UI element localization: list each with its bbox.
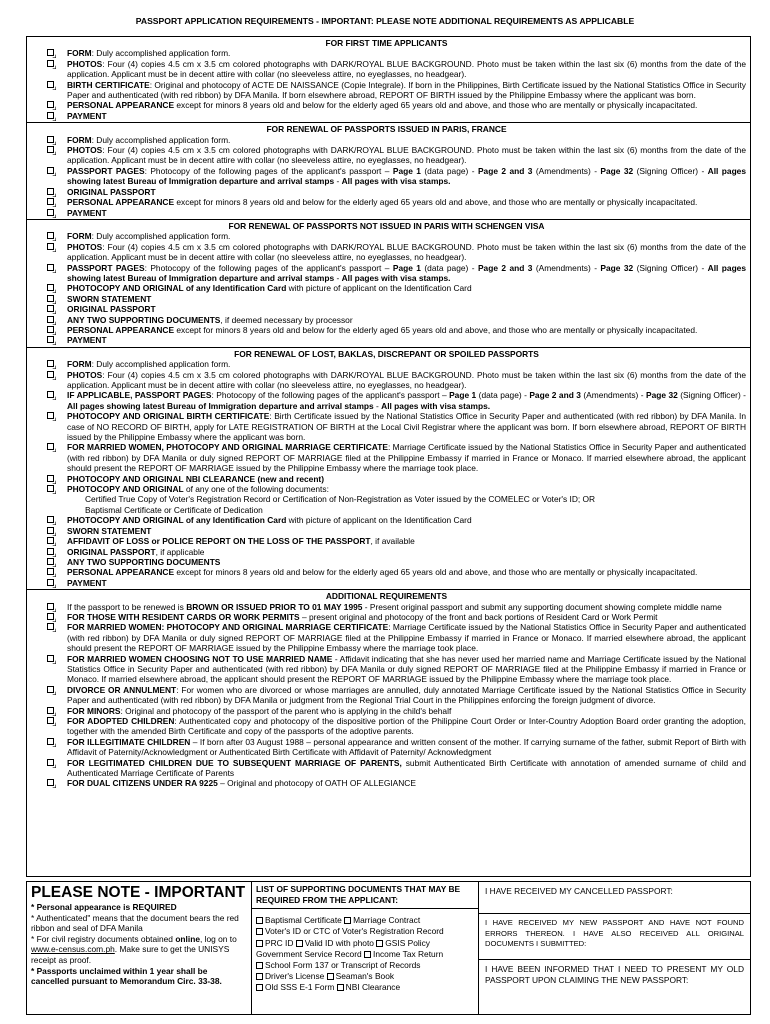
checklist-item <box>27 390 746 411</box>
checklist-item <box>27 547 746 557</box>
section-heading: FOR RENEWAL OF LOST, BAKLAS, DISCREPANT OR SPOILED PASSPORTS <box>234 348 539 359</box>
note-line-text: * Personal appearance is REQUIRED <box>31 902 177 912</box>
checkbox-icon[interactable] <box>47 717 54 724</box>
supporting-document-label: Seaman's Book <box>335 971 395 982</box>
checkbox-icon[interactable] <box>47 707 54 714</box>
checklist-item-text: FOR ILLEGITIMATE CHILDREN <box>67 736 191 747</box>
checklist-item-text: : For women who are divorced or whose marriages are annulled, duly annotated Marriage Certificate issued by the National Statistics Office in Security Paper and authenticated (with red ribbon) by DFA Manila or judgment from the Regional Trial Court in the Philippines enforcing the foreign judgment of divorce. <box>67 684 747 706</box>
checklist-item <box>27 187 746 197</box>
checklist-item-text: submit Authenticated Birth Certificate with annotation of amended surname of child and Authenticated Marriage Certificate of Parents <box>67 757 747 779</box>
checklist-item <box>27 706 746 716</box>
checklist-item <box>27 197 746 207</box>
note-line-text: * Authenticated" means that the document bears the red ribbon and seal of DFA Manila <box>31 912 239 934</box>
checklist-item-text: BIRTH CERTIFICATE <box>67 79 150 90</box>
supporting-document-label: Valid ID with photo <box>304 937 377 948</box>
checkbox-icon[interactable] <box>47 603 54 610</box>
checkbox-icon[interactable] <box>47 336 54 343</box>
checklist-item-text: Page 2 and 3 <box>477 165 533 176</box>
section-1 <box>27 37 750 123</box>
checklist-item-text: DIVORCE OR ANNULMENT <box>67 684 177 695</box>
supporting-documents-list <box>256 909 474 993</box>
footer-panel <box>26 881 751 1015</box>
checklist-item-text: except for minors 8 years old and below for the elderly aged 65 years old and above, and those who are mentally or physically incapacitated. <box>174 324 698 335</box>
checklist-item-text: (Signing Officer) - <box>677 390 746 401</box>
supporting-document-label: Baptismal Certificate <box>265 915 345 926</box>
checklist-item-text: , if deemed necessary by processor <box>220 314 353 325</box>
checkbox-icon[interactable] <box>327 973 334 980</box>
checkbox-icon[interactable] <box>47 527 54 534</box>
checklist-item <box>27 778 746 788</box>
note-line-text: www.e-census.com.ph <box>31 944 115 955</box>
supporting-row <box>256 982 474 993</box>
checkbox-icon[interactable] <box>256 984 263 991</box>
checklist-item-text: except for minors 8 years old and below for the elderly aged 65 years old and above, and those who are mentally or physically incapacitated. <box>174 100 698 111</box>
checkbox-icon[interactable] <box>47 485 54 492</box>
checkbox-icon[interactable] <box>47 136 54 143</box>
checkbox-icon[interactable] <box>47 284 54 291</box>
checklist-item-text: All pages showing latest Bureau of Immigration departure and arrival stamps <box>67 165 746 187</box>
checklist-item <box>27 758 746 779</box>
checklist-item-text: FOR LEGITIMATED CHILDREN DUE TO SUBSEQUENT MARRIAGE OF PARENTS, <box>67 757 402 768</box>
checklist-item-text: FOR THOSE WITH RESIDENT CARDS OR WORK PERMITS <box>67 611 300 622</box>
checkbox-icon[interactable] <box>47 568 54 575</box>
checkbox-icon[interactable] <box>256 928 263 935</box>
note-line <box>31 966 247 987</box>
checklist-item-text: All pages showing latest Bureau of Immigration departure and arrival stamps <box>67 262 746 283</box>
checklist-item-text: Page 32 <box>600 262 634 273</box>
checkbox-icon[interactable] <box>47 537 54 544</box>
checklist-item <box>27 526 746 536</box>
checkbox-icon[interactable] <box>47 305 54 312</box>
checklist-item-text: Page 2 and 3 <box>477 262 533 273</box>
checklist-item-text: : Original and photocopy of ACTE DE NAISSANCE (Copie Integrale). If born in the Philippines, Birth Certificate issued by the National Statistics Office in Security Paper and authenticated (with red ribbon) by DFA Manila. If born elsewhere abroad, REPORT OF BIRTH issued by the Philippine Embassy where the applicant was born. <box>67 79 746 101</box>
checklist-item-text: If the passport to be renewed is <box>67 601 187 612</box>
checkbox-icon[interactable] <box>337 984 344 991</box>
checklist-item <box>27 48 746 58</box>
checklist-item-text: : Photocopy of the following pages of the applicant's passport – <box>144 165 393 176</box>
checklist-item-text: All pages showing latest Bureau of Immigration departure and arrival stamps <box>67 400 374 411</box>
supporting-row <box>256 949 474 960</box>
checklist-item <box>27 294 746 304</box>
checkbox-icon[interactable] <box>47 209 54 216</box>
checkbox-icon[interactable] <box>47 101 54 108</box>
checklist-item <box>27 242 746 263</box>
section-4 <box>27 348 750 590</box>
checklist-item-text: Page 2 and 3 <box>529 390 581 401</box>
supporting-row <box>256 971 474 982</box>
checkbox-icon[interactable] <box>47 60 54 67</box>
note-line <box>31 934 247 966</box>
checklist-item-text: PHOTOCOPY AND ORIGINAL of any Identification Card <box>67 283 287 294</box>
checklist-item-text: PHOTOS <box>67 145 103 156</box>
supporting-document-label: NBI Clearance <box>345 982 401 993</box>
section-3 <box>27 220 750 348</box>
checklist <box>27 602 746 789</box>
checkbox-icon[interactable] <box>47 81 54 88</box>
supporting-document-label: Marriage Contract <box>353 915 421 926</box>
checklist-item-text: All pages with visa stamps. <box>341 176 451 187</box>
checklist-item-text: PHOTOCOPY AND ORIGINAL NBI CLEARANCE (new and recent) <box>67 473 325 484</box>
section-5 <box>27 590 750 790</box>
checklist-item <box>27 315 746 325</box>
supporting-row <box>256 926 474 937</box>
checkbox-icon[interactable] <box>47 655 54 662</box>
checklist-item-text: PASSPORT PAGES <box>67 165 145 176</box>
checklist-item-text: PERSONAL APPEARANCE <box>67 100 175 111</box>
checklist-item-text: – If born after 03 August 1988 – personal appearance and written consent of the mother. If carrying surname of the father, submit Report of Birth with Affidavit of Paternity/Acknowledgment or Authenticated Birth Certificate with Affidavit of Paternity/ Acknowledgment <box>67 736 746 758</box>
checkbox-icon[interactable] <box>47 371 54 378</box>
checklist-item-text: AFFIDAVIT OF LOSS or POLICE REPORT ON THE LOSS OF THE PASSPORT <box>67 536 371 547</box>
checklist-item-text: PHOTOCOPY AND ORIGINAL of any Identification Card <box>67 515 287 526</box>
checkbox-icon[interactable] <box>47 295 54 302</box>
checklist-item <box>27 100 746 110</box>
checklist-item-text: : Four (4) copies 4.5 cm x 3.5 cm colored photographs with DARK/ROYAL BLUE BACKGROUND. Photo must be taken within the last six (6) months from the date of the application. Applicant must be in decent attire with collar (no sleeveless attire, no eyeglasses, no headgear). <box>67 241 746 263</box>
checklist-item-text: ANY TWO SUPPORTING DOCUMENTS <box>67 314 221 325</box>
checklist-item-text: : Duly accomplished application form. <box>91 231 231 242</box>
checklist-item-text: PERSONAL APPEARANCE <box>67 324 175 335</box>
checklist-item-text: ORIGINAL PASSPORT <box>67 546 156 557</box>
checkbox-icon[interactable] <box>47 112 54 119</box>
checklist-item-text: PAYMENT <box>67 335 107 346</box>
checklist-item <box>27 411 746 442</box>
checklist-item-text: IF APPLICABLE, PASSPORT PAGES <box>67 390 212 401</box>
checklist-item-text: FORM <box>67 134 92 145</box>
checklist-item-text: : Duly accomplished application form. <box>91 359 231 370</box>
section-heading: ADDITIONAL REQUIREMENTS <box>325 591 448 602</box>
checkbox-icon[interactable] <box>47 391 54 398</box>
checklist-item-text: (data page) - <box>476 390 530 401</box>
note-line-text: . Make sure to get the UNISYS receipt as proof. <box>31 944 230 965</box>
checkbox-icon[interactable] <box>47 686 54 693</box>
note-line <box>31 902 247 913</box>
checklist-item-text: FORM <box>67 359 92 370</box>
checklist-item-text: Page 1 <box>392 165 421 176</box>
checklist-item-text: : Marriage Certificate issued by the National Statistics Office in Security Paper and authenticated (with red ribbon) by DFA Manila or duly signed REPORT OF MARRIAGE filed at the Philippine Embassy if married in France or Monaco. If married elsewhere abroad, the applicant should present the REPORT OF MARRIAGE issued by the Philippine Embassy where the marriage took place. <box>67 442 746 474</box>
checkbox-icon[interactable] <box>47 558 54 565</box>
checklist-item <box>27 515 746 525</box>
checklist-item-text: PAYMENT <box>67 110 107 121</box>
checklist-item-text: Page 1 <box>392 262 421 273</box>
checklist-item-text: of any one of the following documents: <box>183 484 329 495</box>
checklist-item-text: (Amendments) - <box>532 165 601 176</box>
checkbox-icon[interactable] <box>256 940 263 947</box>
note-line-text: , log on to <box>199 933 237 944</box>
checklist-item-text: ORIGINAL PASSPORT <box>67 304 156 315</box>
checklist-item-text: PASSPORT PAGES <box>67 262 145 273</box>
checklist-item-text: : Marriage Certificate issued by the National Statistics Office in Security Paper and authenticated (with red ribbon) by DFA Manila or duly signed REPORT OF MARRIAGE filed at the Philippine Embassy if married in France or Monaco. If married elsewhere abroad, the applicant should present the REPORT OF MARRIAGE issued by the Philippine Embassy where the marriage took place. <box>67 622 746 654</box>
checklist-item <box>27 474 746 484</box>
supporting-document-label: Income Tax Return <box>373 948 444 959</box>
checkbox-icon[interactable] <box>47 198 54 205</box>
checklist-item <box>27 622 746 653</box>
checklist-item-text: , if applicable <box>155 546 205 557</box>
checklist-item <box>27 135 746 145</box>
checklist-item <box>27 208 746 218</box>
supporting-row <box>256 938 474 949</box>
checklist-item-text: Page 1 <box>449 390 477 401</box>
checklist-item-text: - Present original passport and submit any supporting document showing complete middle name <box>362 601 722 612</box>
note-line-text: * For civil registry documents obtained <box>31 933 176 944</box>
supporting-document-label: PRC ID <box>265 937 296 948</box>
note-line <box>31 913 247 934</box>
checklist-item-text: FORM <box>67 48 92 59</box>
checklist-item <box>27 263 746 284</box>
checklist-item-text: - <box>373 400 382 411</box>
checklist-item-text: : Photocopy of the following pages of the applicant's passport – <box>144 262 393 273</box>
checkbox-icon[interactable] <box>47 49 54 56</box>
checklist-item <box>27 370 746 391</box>
checklist-item-text: PERSONAL APPEARANCE <box>67 197 175 208</box>
supporting-document-label: Driver's License <box>265 971 327 982</box>
checklist-item-text: PHOTOS <box>67 241 103 252</box>
checklist-item <box>27 80 746 101</box>
checkbox-icon[interactable] <box>47 516 54 523</box>
checkbox-icon[interactable] <box>47 738 54 745</box>
checklist-item-text: Page 32 <box>600 165 634 176</box>
note-line-text: online <box>175 933 200 944</box>
checklist-item-text: – Original and photocopy of OATH OF ALLEGIANCE <box>217 778 416 789</box>
checklist <box>27 231 746 345</box>
supporting-document-label: Voter's ID or CTC of Voter's Registration Record <box>265 926 444 937</box>
supporting-document-label: Old SSS E-1 Form <box>265 982 337 993</box>
checklist-item-text: FOR MARRIED WOMEN: PHOTOCOPY AND ORIGINAL MARRIAGE CERTIFICATE <box>67 622 389 633</box>
checkbox-icon[interactable] <box>47 443 54 450</box>
checklist-item-text: - <box>334 272 342 283</box>
checklist-item <box>27 325 746 335</box>
checklist-item-text: SWORN STATEMENT <box>67 293 152 304</box>
important-note-box <box>27 882 251 989</box>
checklist-item <box>27 442 746 473</box>
checkbox-icon[interactable] <box>47 412 54 419</box>
page-title: PASSPORT APPLICATION REQUIREMENTS - IMPORTANT: PLEASE NOTE ADDITIONAL REQUIREMENTS AS APPLICABLE <box>135 16 635 26</box>
ack-cancelled-passport[interactable]: I HAVE RECEIVED MY CANCELLED PASSPORT: <box>479 882 750 914</box>
checklist-item-text: with picture of applicant on the Identification Card <box>286 515 472 526</box>
checklist-item-text: (Signing Officer) - <box>633 165 708 176</box>
checkbox-icon[interactable] <box>47 167 54 174</box>
checkbox-icon[interactable] <box>296 940 303 947</box>
checkbox-icon[interactable] <box>47 579 54 586</box>
checklist-item-text: : Duly accomplished application form. <box>91 48 231 59</box>
checkbox-icon[interactable] <box>47 188 54 195</box>
checkbox-icon[interactable] <box>256 973 263 980</box>
checklist-item <box>27 578 746 588</box>
checklist-item-text: - Affidavit indicating that she has never used her married name and Marriage Certificate issued by the National Statistics Office in Security Paper and authenticated (with red ribbon) by DFA Manila or duly signed REPORT OF MARRIAGE filed at the Philippine Embassy if married in France or Monaco. If married elsewhere abroad, the applicant should present the REPORT OF MARRIAGE issued by the Philippine Embassy where the marriage took place. <box>67 653 747 685</box>
checkbox-icon[interactable] <box>256 917 263 924</box>
checklist-item-text: (Amendments) - <box>532 262 601 273</box>
checklist-item <box>27 612 746 622</box>
checkbox-icon[interactable] <box>364 951 371 958</box>
supporting-document-label: School Form 137 or Transcript of Records <box>265 960 421 970</box>
checklist-item-text: FORM <box>67 231 92 242</box>
checklist-item-text: (data page) - <box>420 165 478 176</box>
requirements-table <box>26 36 751 877</box>
supporting-documents-box <box>251 882 479 1014</box>
checklist <box>27 48 746 121</box>
checklist-item-text: Certified True Copy of Voter's Registration Record or Certification of Non-Registration as Voter issued by the COMELEC or Voter's ID; OR <box>85 494 596 505</box>
supporting-document-label: Government Service Record <box>256 948 364 959</box>
checklist-item-text: PHOTOS <box>67 58 103 69</box>
supporting-document-label: GSIS Policy <box>385 937 430 948</box>
checklist-item-text: : Original and photocopy of the passport of the parent who is applying in the child's behalf <box>120 705 452 716</box>
checklist-item-text: PHOTOCOPY AND ORIGINAL <box>67 484 184 495</box>
note-line-text: * Passports unclaimed within 1 year shall be cancelled pursuant to Memorandum Circ. 33-38. <box>31 965 222 987</box>
checklist-item-text: except for minors 8 years old and below for the elderly aged 65 years old and above, and those who are mentally or physically incapacitated. <box>174 197 698 208</box>
supporting-row <box>256 960 474 971</box>
checklist-item <box>27 166 746 187</box>
checkbox-icon[interactable] <box>47 232 54 239</box>
checklist-item-text: (Signing Officer) - <box>633 262 708 273</box>
checklist-item-text: FOR MINORS <box>67 705 121 716</box>
acknowledgement-box <box>479 882 750 1014</box>
checklist-item <box>27 304 746 314</box>
checkbox-icon[interactable] <box>47 779 54 786</box>
checklist-item-text: PAYMENT <box>67 207 107 218</box>
checkbox-icon[interactable] <box>47 613 54 620</box>
checklist-item-text: – present original and photocopy of the front and back portions of Resident Card or Work Permit <box>299 611 658 622</box>
checkbox-icon[interactable] <box>47 548 54 555</box>
checkbox-icon[interactable] <box>47 243 54 250</box>
checklist-item <box>27 536 746 546</box>
checklist-item-text: PHOTOS <box>67 369 103 380</box>
important-note-lines <box>31 902 247 987</box>
checklist-item-text: except for minors 8 years old and below for the elderly aged 65 years old and above, and those who are mentally or physically incapacitated. <box>174 567 698 578</box>
checklist-item-text: ORIGINAL PASSPORT <box>67 186 156 197</box>
checklist-item <box>27 111 746 121</box>
checklist-item-text: - <box>334 176 342 187</box>
checklist-item <box>27 335 746 345</box>
checklist-item <box>27 283 746 293</box>
checklist-item <box>27 567 746 577</box>
checklist-item-text: All pages with visa stamps. <box>381 400 491 411</box>
checklist-item <box>27 685 746 706</box>
checklist-item-text: : Authenticated copy and photocopy of the dispositive portion of the Philippine Court Order or Inter-Country Adoption Board order granting the adoption, together with the amended Birth Certificate and copy of the passports of the adoptive parents. <box>67 716 746 737</box>
checklist-item-text: FOR DUAL CITIZENS UNDER RA 9225 <box>67 778 218 789</box>
checkbox-icon[interactable] <box>256 962 263 969</box>
checklist-item-text: FOR MARRIED WOMEN, PHOTOCOPY AND ORIGINAL MARRIAGE CERTIFICATE <box>67 442 388 453</box>
checklist-item <box>27 484 746 515</box>
checkbox-icon[interactable] <box>47 264 54 271</box>
checklist <box>27 359 746 588</box>
checklist-item-text: : Four (4) copies 4.5 cm x 3.5 cm colored photographs with DARK/ROYAL BLUE BACKGROUND. Photo must be taken within the last six (6) months from the date of the application. Applicant must be in decent attire with collar (no sleeveless attire, no eyeglasses, no headgear). <box>67 369 746 390</box>
ack-new-passport[interactable]: I HAVE RECEIVED MY NEW PASSPORT AND HAVE NOT FOUND ERRORS THEREON. I HAVE ALSO RECEIVED ALL ORIGINAL DOCUMENTS I SUBMITTED: <box>479 914 750 960</box>
checklist-item-text: BROWN OR ISSUED PRIOR TO 01 MAY 1995 <box>186 601 363 612</box>
checkbox-icon[interactable] <box>344 917 351 924</box>
checkbox-icon[interactable] <box>376 940 383 947</box>
checklist-item <box>27 716 746 737</box>
checklist-item <box>27 602 746 612</box>
supporting-row <box>256 915 474 926</box>
checklist-item-text: FOR ADOPTED CHILDREN <box>67 716 175 726</box>
checklist-item-text: All pages with visa stamps. <box>341 272 451 283</box>
checklist-item-text: , if available <box>370 536 415 547</box>
checklist-item <box>27 737 746 758</box>
checklist-item-text: ANY TWO SUPPORTING DOCUMENTS <box>67 556 221 567</box>
checklist-item <box>27 231 746 241</box>
section-heading: FOR RENEWAL OF PASSPORTS ISSUED IN PARIS, FRANCE <box>266 124 507 135</box>
checklist-item-text: : Four (4) copies 4.5 cm x 3.5 cm colored photographs with DARK/ROYAL BLUE BACKGROUND. Photo must be taken within the last six (6) months from the date of the application. Applicant must be in decent attire with collar (no sleeveless attire, no eyeglasses, no headgear). <box>67 145 746 166</box>
checklist-item <box>27 145 746 166</box>
checklist-item-text: Page 32 <box>646 390 678 401</box>
checklist <box>27 135 746 218</box>
checkbox-icon[interactable] <box>47 316 54 323</box>
checklist-item-text: : Duly accomplished application form. <box>91 134 231 145</box>
checklist-item-text: : Four (4) copies 4.5 cm x 3.5 cm colored photographs with DARK/ROYAL BLUE BACKGROUND. Photo must be taken within the last six (6) months from the date of the application. Applicant must be in decent attire with collar (no sleeveless attire, no eyeglasses, no headgear). <box>67 58 746 80</box>
checklist-item-text: PERSONAL APPEARANCE <box>67 567 175 578</box>
checkbox-icon[interactable] <box>47 759 54 766</box>
checklist-item-text: (Amendments) - <box>580 390 646 401</box>
checklist-item <box>27 557 746 567</box>
section-heading: FOR FIRST TIME APPLICANTS <box>325 38 448 48</box>
checklist-item <box>27 59 746 80</box>
supporting-documents-heading: LIST OF SUPPORTING DOCUMENTS THAT MAY BE REQUIRED FROM THE APPLICANT: <box>252 884 478 909</box>
checkbox-icon[interactable] <box>47 360 54 367</box>
checklist-item-text: PAYMENT <box>67 577 107 588</box>
checklist-item <box>27 654 746 685</box>
checklist-item-text: : Photocopy of the following pages of the applicant's passport – <box>211 390 450 401</box>
important-note-title: PLEASE NOTE - IMPORTANT <box>31 884 246 901</box>
checkbox-icon[interactable] <box>47 475 54 482</box>
checkbox-icon[interactable] <box>47 146 54 153</box>
checklist-item-text: : Birth Certificate issued by the National Statistics Office in Security Paper and authenticated (with red ribbon) by DFA Manila. In case of NO RECORD OF BIRTH, apply for LATE REGISTRATION OF BIRTH at the Local Civil Registrar where the applicant was born. If born elsewhere abroad, REPORT OF BIRTH issued by the Philippine Embassy where the applicant was born. <box>67 411 746 443</box>
checklist-item-text: with picture of applicant on the Identification Card <box>286 283 472 294</box>
section-2 <box>27 123 750 220</box>
checklist-item-text: FOR MARRIED WOMEN CHOOSING NOT TO USE MARRIED NAME <box>67 653 333 664</box>
checklist-item-text: PHOTOCOPY AND ORIGINAL BIRTH CERTIFICATE <box>67 411 270 422</box>
checklist-item-text: SWORN STATEMENT <box>67 525 152 536</box>
checkbox-icon[interactable] <box>47 326 54 333</box>
section-heading: FOR RENEWAL OF PASSPORTS NOT ISSUED IN PARIS WITH SCHENGEN VISA <box>228 220 545 231</box>
checklist-item-text: (data page) - <box>420 262 478 273</box>
checkbox-icon[interactable] <box>47 623 54 630</box>
checklist-item <box>27 359 746 369</box>
checklist-item-text: Baptismal Certificate or Certificate of Dedication <box>85 504 263 515</box>
ack-present-old-passport[interactable]: I HAVE BEEN INFORMED THAT I NEED TO PRESENT MY OLD PASSPORT UPON CLAIMING THE NEW PASSPORT: <box>485 964 744 985</box>
